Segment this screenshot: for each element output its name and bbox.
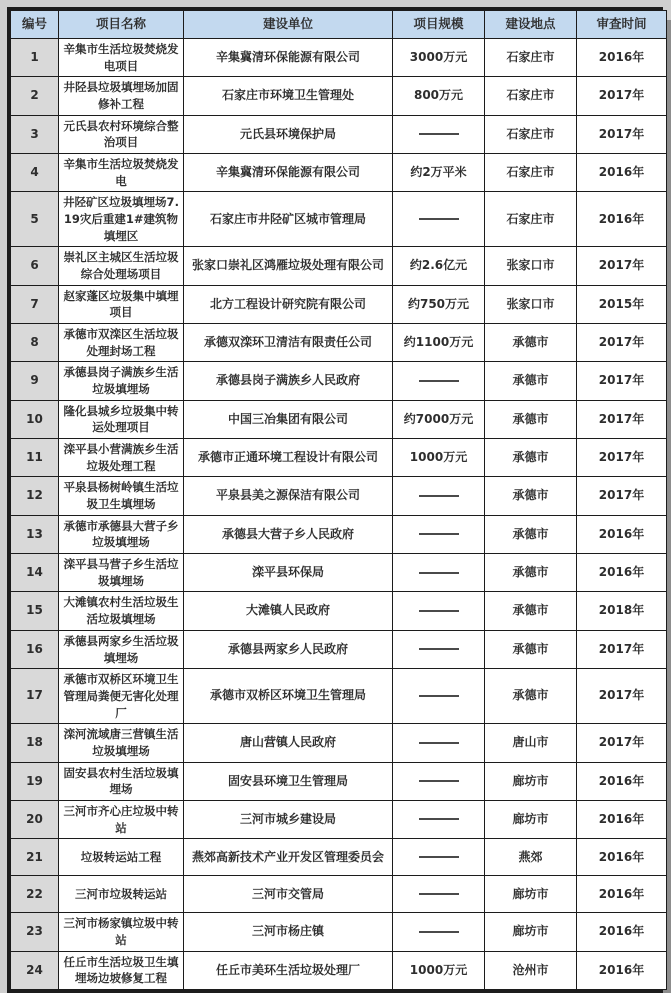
cell-unit: 大滩镇人民政府 [184, 592, 393, 630]
cell-name: 承德市承德县大营子乡垃圾填埋场 [59, 515, 184, 553]
cell-location: 廊坊市 [485, 800, 577, 838]
cell-date: 2016年 [577, 554, 667, 592]
cell-id: 6 [11, 247, 59, 285]
cell-scale: 1000万元 [393, 439, 485, 477]
cell-unit: 承德市正通环境工程设计有限公司 [184, 439, 393, 477]
project-table-frame [7, 7, 663, 993]
table-row [11, 839, 667, 876]
cell-unit: 燕郊高新技术产业开发区管理委员会 [184, 839, 393, 876]
cell-location: 承德市 [485, 669, 577, 724]
cell-scale [393, 592, 485, 630]
empty-dash [419, 610, 459, 612]
empty-dash [419, 695, 459, 697]
cell-id: 10 [11, 400, 59, 438]
table-row [11, 477, 667, 515]
empty-dash [419, 648, 459, 650]
cell-unit: 承德县岗子满族乡人民政府 [184, 362, 393, 400]
table-row [11, 669, 667, 724]
table-row [11, 876, 667, 913]
cell-date: 2016年 [577, 876, 667, 913]
cell-id: 19 [11, 762, 59, 800]
empty-dash [419, 380, 459, 382]
table-row [11, 400, 667, 438]
cell-name: 井陉矿区垃圾填埋场7.19灾后重建1#建筑物填埋区 [59, 192, 184, 247]
cell-id: 1 [11, 39, 59, 77]
cell-unit: 北方工程设计研究院有限公司 [184, 285, 393, 323]
cell-scale: 1000万元 [393, 951, 485, 989]
cell-location: 唐山市 [485, 724, 577, 762]
cell-date: 2017年 [577, 400, 667, 438]
cell-id: 9 [11, 362, 59, 400]
cell-date: 2017年 [577, 724, 667, 762]
cell-scale [393, 515, 485, 553]
cell-date: 2016年 [577, 192, 667, 247]
cell-name: 承德县岗子满族乡生活垃圾填埋场 [59, 362, 184, 400]
cell-location: 张家口市 [485, 247, 577, 285]
cell-id: 11 [11, 439, 59, 477]
cell-scale: 约750万元 [393, 285, 485, 323]
cell-unit: 承德市双桥区环境卫生管理局 [184, 669, 393, 724]
cell-scale [393, 876, 485, 913]
empty-dash [419, 893, 459, 895]
table-row [11, 39, 667, 77]
cell-id: 8 [11, 324, 59, 362]
cell-name: 三河市垃圾转运站 [59, 876, 184, 913]
cell-name: 井陉县垃圾填埋场加固修补工程 [59, 77, 184, 115]
cell-date: 2016年 [577, 800, 667, 838]
cell-scale: 约2万平米 [393, 154, 485, 192]
cell-location: 廊坊市 [485, 762, 577, 800]
header-date: 审查时间 [577, 11, 667, 39]
cell-scale [393, 913, 485, 951]
empty-dash [419, 931, 459, 933]
cell-unit: 承德县大营子乡人民政府 [184, 515, 393, 553]
cell-location: 廊坊市 [485, 913, 577, 951]
cell-unit: 唐山营镇人民政府 [184, 724, 393, 762]
cell-location: 张家口市 [485, 285, 577, 323]
cell-location: 燕郊 [485, 839, 577, 876]
cell-scale [393, 477, 485, 515]
cell-unit: 辛集冀清环保能源有限公司 [184, 39, 393, 77]
table-row [11, 515, 667, 553]
empty-dash [419, 218, 459, 220]
cell-name: 辛集市生活垃圾焚烧发电 [59, 154, 184, 192]
table-row [11, 324, 667, 362]
empty-dash [419, 495, 459, 497]
empty-dash [419, 533, 459, 535]
cell-name: 滦平县小营满族乡生活垃圾处理工程 [59, 439, 184, 477]
cell-name: 任丘市生活垃圾卫生填埋场边坡修复工程 [59, 951, 184, 989]
table-row [11, 115, 667, 153]
cell-unit: 三河市交管局 [184, 876, 393, 913]
table-row [11, 592, 667, 630]
cell-id: 18 [11, 724, 59, 762]
table-row [11, 630, 667, 668]
cell-location: 承德市 [485, 400, 577, 438]
cell-scale [393, 839, 485, 876]
cell-name: 辛集市生活垃圾焚烧发电项目 [59, 39, 184, 77]
cell-date: 2017年 [577, 439, 667, 477]
empty-dash [419, 818, 459, 820]
cell-unit: 张家口崇礼区鸿雁垃圾处理有限公司 [184, 247, 393, 285]
table-header [11, 11, 667, 39]
cell-id: 2 [11, 77, 59, 115]
table-row [11, 285, 667, 323]
cell-date: 2017年 [577, 362, 667, 400]
header-scale: 项目规模 [393, 11, 485, 39]
empty-dash [419, 742, 459, 744]
cell-location: 石家庄市 [485, 39, 577, 77]
cell-id: 7 [11, 285, 59, 323]
cell-location: 石家庄市 [485, 115, 577, 153]
cell-scale: 约2.6亿元 [393, 247, 485, 285]
cell-location: 石家庄市 [485, 154, 577, 192]
cell-scale: 3000万元 [393, 39, 485, 77]
cell-id: 5 [11, 192, 59, 247]
cell-id: 24 [11, 951, 59, 989]
cell-id: 22 [11, 876, 59, 913]
header-name: 项目名称 [59, 11, 184, 39]
cell-unit: 三河市杨庄镇 [184, 913, 393, 951]
cell-date: 2018年 [577, 592, 667, 630]
cell-unit: 平泉县美之源保洁有限公司 [184, 477, 393, 515]
cell-name: 三河市齐心庄垃圾中转站 [59, 800, 184, 838]
empty-dash [419, 780, 459, 782]
cell-id: 20 [11, 800, 59, 838]
cell-id: 4 [11, 154, 59, 192]
table-row [11, 362, 667, 400]
cell-name: 赵家蓬区垃圾集中填埋项目 [59, 285, 184, 323]
cell-date: 2017年 [577, 669, 667, 724]
cell-unit: 石家庄市环境卫生管理处 [184, 77, 393, 115]
cell-date: 2016年 [577, 39, 667, 77]
cell-scale [393, 800, 485, 838]
empty-dash [419, 856, 459, 858]
cell-scale [393, 762, 485, 800]
cell-location: 承德市 [485, 324, 577, 362]
cell-scale [393, 115, 485, 153]
cell-location: 承德市 [485, 362, 577, 400]
cell-location: 石家庄市 [485, 77, 577, 115]
cell-unit: 辛集冀清环保能源有限公司 [184, 154, 393, 192]
cell-scale [393, 554, 485, 592]
cell-scale [393, 630, 485, 668]
table-row [11, 951, 667, 989]
table-body [11, 39, 667, 990]
empty-dash [419, 133, 459, 135]
project-table [10, 10, 667, 990]
cell-date: 2017年 [577, 77, 667, 115]
table-row [11, 192, 667, 247]
cell-date: 2016年 [577, 951, 667, 989]
table-row [11, 77, 667, 115]
cell-id: 23 [11, 913, 59, 951]
cell-name: 滦平县马营子乡生活垃圾填埋场 [59, 554, 184, 592]
cell-location: 石家庄市 [485, 192, 577, 247]
cell-unit: 三河市城乡建设局 [184, 800, 393, 838]
cell-name: 元氏县农村环境综合整治项目 [59, 115, 184, 153]
table-row [11, 913, 667, 951]
cell-name: 崇礼区主城区生活垃圾综合处理场项目 [59, 247, 184, 285]
cell-unit: 石家庄市井陉矿区城市管理局 [184, 192, 393, 247]
table-row [11, 762, 667, 800]
table-row [11, 247, 667, 285]
cell-id: 15 [11, 592, 59, 630]
cell-unit: 滦平县环保局 [184, 554, 393, 592]
cell-name: 承德市双桥区环境卫生管理局粪便无害化处理厂 [59, 669, 184, 724]
cell-id: 14 [11, 554, 59, 592]
cell-date: 2016年 [577, 762, 667, 800]
table-row [11, 800, 667, 838]
cell-name: 固安县农村生活垃圾填埋场 [59, 762, 184, 800]
cell-date: 2016年 [577, 154, 667, 192]
cell-scale [393, 362, 485, 400]
cell-date: 2016年 [577, 515, 667, 553]
cell-id: 16 [11, 630, 59, 668]
header-row [11, 11, 667, 39]
cell-scale: 800万元 [393, 77, 485, 115]
header-id: 编号 [11, 11, 59, 39]
cell-name: 平泉县杨树岭镇生活垃圾卫生填埋场 [59, 477, 184, 515]
header-unit: 建设单位 [184, 11, 393, 39]
table-row [11, 724, 667, 762]
cell-id: 3 [11, 115, 59, 153]
table-row [11, 154, 667, 192]
cell-location: 承德市 [485, 554, 577, 592]
cell-name: 大滩镇农村生活垃圾生活垃圾填埋场 [59, 592, 184, 630]
cell-date: 2016年 [577, 839, 667, 876]
cell-unit: 任丘市美环生活垃圾处理厂 [184, 951, 393, 989]
cell-date: 2017年 [577, 630, 667, 668]
cell-scale [393, 192, 485, 247]
cell-name: 滦河流域唐三营镇生活垃圾填埋场 [59, 724, 184, 762]
cell-unit: 固安县环境卫生管理局 [184, 762, 393, 800]
cell-unit: 承德双滦环卫清洁有限责任公司 [184, 324, 393, 362]
cell-date: 2017年 [577, 477, 667, 515]
cell-location: 承德市 [485, 592, 577, 630]
cell-name: 承德县两家乡生活垃圾填埋场 [59, 630, 184, 668]
table-row [11, 439, 667, 477]
cell-location: 承德市 [485, 477, 577, 515]
cell-location: 承德市 [485, 630, 577, 668]
cell-date: 2016年 [577, 913, 667, 951]
cell-date: 2017年 [577, 115, 667, 153]
cell-scale: 约1100万元 [393, 324, 485, 362]
cell-unit: 承德县两家乡人民政府 [184, 630, 393, 668]
cell-name: 隆化县城乡垃圾集中转运处理项目 [59, 400, 184, 438]
cell-scale [393, 724, 485, 762]
cell-id: 12 [11, 477, 59, 515]
cell-name: 三河市杨家镇垃圾中转站 [59, 913, 184, 951]
cell-date: 2017年 [577, 324, 667, 362]
cell-date: 2017年 [577, 247, 667, 285]
cell-unit: 中国三冶集团有限公司 [184, 400, 393, 438]
cell-location: 沧州市 [485, 951, 577, 989]
cell-id: 13 [11, 515, 59, 553]
empty-dash [419, 572, 459, 574]
cell-date: 2015年 [577, 285, 667, 323]
cell-location: 廊坊市 [485, 876, 577, 913]
header-location: 建设地点 [485, 11, 577, 39]
cell-name: 垃圾转运站工程 [59, 839, 184, 876]
cell-scale [393, 669, 485, 724]
cell-location: 承德市 [485, 439, 577, 477]
cell-name: 承德市双滦区生活垃圾处理封场工程 [59, 324, 184, 362]
cell-unit: 元氏县环境保护局 [184, 115, 393, 153]
table-row [11, 554, 667, 592]
cell-id: 17 [11, 669, 59, 724]
cell-id: 21 [11, 839, 59, 876]
cell-scale: 约7000万元 [393, 400, 485, 438]
cell-location: 承德市 [485, 515, 577, 553]
